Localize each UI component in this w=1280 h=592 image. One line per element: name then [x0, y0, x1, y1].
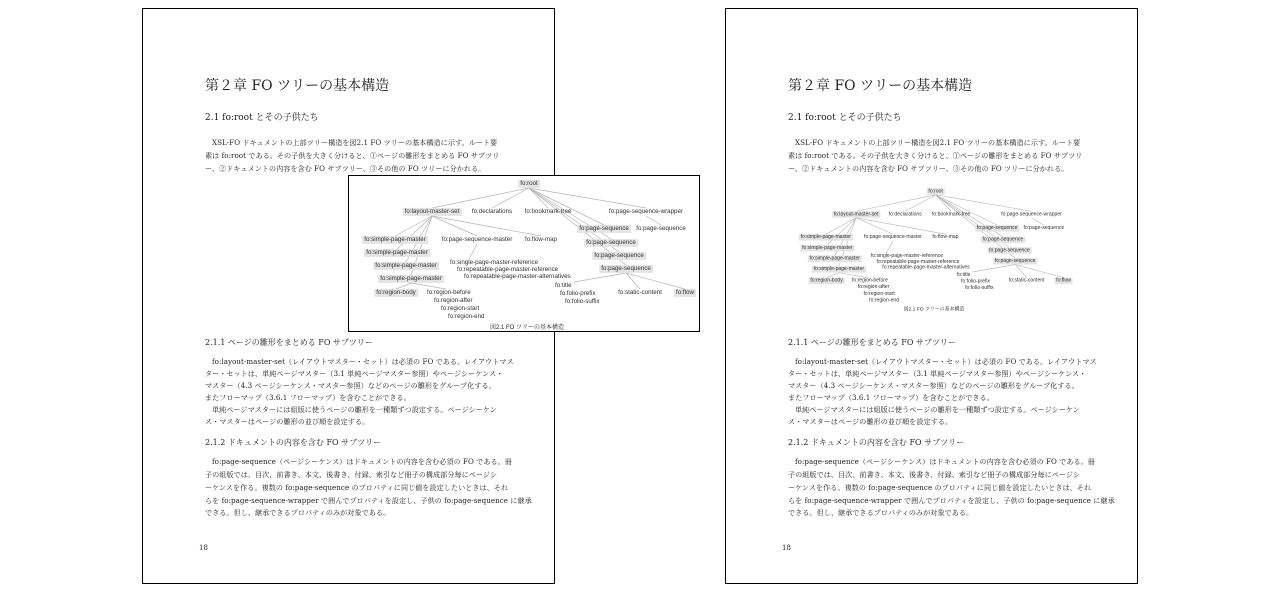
tree-node: fo:root: [928, 188, 943, 194]
tree-node: fo:flow: [1056, 277, 1071, 284]
tree-node: fo:single-page-master-reference: [450, 258, 539, 266]
tree-node: fo:simple-page-master: [375, 261, 437, 269]
tree-node: fo:region-end: [869, 297, 900, 303]
tree-edge: [1015, 265, 1063, 278]
paragraph-line: XSL-FO ドキュメントの上部ツリー構造を図2.1 FO ツリーの基本構造に示す。ルート要: [795, 138, 1081, 147]
paragraph-line: ー、②ドキュメントの内容を含む FO サブツリー、③その他の FO ツリーに分かれる。: [788, 164, 1069, 173]
tree-node: fo:repeatable-page-master-reference: [457, 265, 559, 273]
tree-edge: [529, 188, 646, 208]
tree-edge: [905, 195, 935, 211]
tree-edge: [529, 188, 604, 225]
paragraph-line: マスター（4.3 ページシーケンス・マスター参照）などのページの雛形をグループ化する。: [788, 381, 1079, 390]
tree-node: fo:title: [956, 271, 971, 278]
paragraph-line: ーケンスを作る。複数の fo:page-sequence のプロパティに同じ値を設定したいときは、それ: [205, 483, 509, 492]
tree-node: fo:page-sequence: [976, 225, 1018, 231]
tree-node: fo:layout-master-set: [833, 211, 879, 217]
paragraph-line: fo:page-sequence（ページシーケンス）はドキュメントの内容を含む必須の FO である。冊: [795, 457, 1095, 466]
page-number: 18: [199, 544, 208, 552]
tree-node: fo:folio-prefix: [560, 289, 596, 297]
section-heading-2-1-1: 2.1.1 ページの雛形をまとめる FO サブツリー: [205, 338, 373, 347]
tree-node: fo:repeatable-page-master-alternatives: [464, 272, 571, 280]
tree-node: fo:page-sequence-wrapper: [1001, 211, 1062, 217]
paragraph-line: らを fo:page-sequence-wrapper で囲んでプロパティを設定し、子供の fo:page-sequence に継承: [788, 496, 1115, 505]
paragraph-line: ター・セットは、単純ページマスター（3.1 単純ページマスター参照）やページシーケンス・: [788, 369, 1087, 378]
paragraph-line: またフローマップ（3.6.1 フローマップ）を含むことができる。: [205, 393, 411, 402]
tree-node: fo:page-sequence-master: [441, 235, 513, 243]
tree-node: fo:declarations: [471, 207, 513, 215]
tree-node: fo:layout-master-set: [404, 207, 460, 215]
tree-edge: [626, 273, 685, 289]
tree-node: fo:region-after: [857, 284, 890, 290]
tree-edge: [432, 216, 541, 236]
paragraph-line: またフローマップ（3.6.1 フローマップ）を含むことができる。: [788, 393, 994, 402]
tree-edge: [936, 195, 998, 225]
paragraph-line: 素は fo:root である。その子供を大きく分けると、①ページの雛形をまとめる FO サブツリ: [788, 151, 1083, 160]
paragraph-line: 子の組版では、目次、前書き、本文、後書き、付録、索引など冊子の構成部分毎にページシ: [788, 470, 1081, 479]
tree-node: fo:region-end: [448, 312, 485, 320]
tree-edge: [936, 195, 1032, 211]
tree-node: fo:simple-page-master: [802, 244, 853, 251]
paragraph-line: できる。但し、継承できるプロパティのみが対象である。: [205, 508, 391, 517]
section-heading-2-1: 2.1 fo:root とその子供たち: [788, 113, 902, 123]
tree-node: fo:region-before: [427, 288, 471, 296]
page-number: 18: [782, 544, 791, 552]
figure-caption: 図2.1 FO ツリーの基本構造: [903, 307, 965, 313]
tree-edge: [886, 241, 893, 253]
tree-node: fo:page-sequence: [994, 257, 1036, 264]
tree-node: fo:page-sequence: [636, 224, 686, 232]
tree-node: fo:bookmark-tree: [931, 211, 971, 217]
tree-edge: [856, 218, 945, 234]
chapter-title: 第２章 FO ツリーの基本構造: [788, 78, 973, 94]
tree-node: fo:page-sequence: [601, 264, 651, 272]
tree-node: fo:bookmark-tree: [524, 207, 572, 215]
tree-edge: [973, 265, 1016, 272]
tree-node: fo:simple-page-master: [809, 255, 860, 262]
tree-figure: [788, 185, 1077, 314]
tree-node: fo:region-body: [376, 288, 416, 296]
tree-node: fo:page-sequence: [579, 224, 629, 232]
tree-node: fo:simple-page-master: [380, 274, 442, 282]
tree-node: fo:flow-map: [932, 234, 959, 240]
paragraph-line: できる。但し、継承できるプロパティのみが対象である。: [788, 508, 974, 517]
section-heading-2-1-1: 2.1.1 ページの雛形をまとめる FO サブツリー: [788, 338, 956, 347]
tree-edge: [626, 273, 640, 289]
tree-node: fo:flow-map: [525, 235, 557, 243]
tree-edge: [492, 188, 529, 208]
tree-node: fo:repeatable-page-master-alternatives: [882, 264, 970, 271]
section-heading-2-1-2: 2.1.2 ドキュメントの内容を含む FO サブツリー: [205, 438, 382, 447]
paragraph-line: 素は fo:root である。その子供を大きく分けると、①ページの雛形をまとめる FO サブツリ: [205, 151, 500, 160]
tree-node: fo:root: [520, 179, 538, 187]
floating-figure-popup[interactable]: [348, 175, 700, 332]
tree-node: fo:declarations: [888, 211, 922, 217]
paragraph-line: fo:page-sequence（ページシーケンス）はドキュメントの内容を含む必須の FO である。冊: [212, 457, 512, 466]
tree-node: fo:page-sequence: [586, 238, 636, 246]
tree-edge: [432, 216, 477, 236]
tree-node: fo:page-sequence: [989, 247, 1030, 253]
tree-node: fo:flow: [676, 288, 694, 296]
paragraph-line: 子の組版では、目次、前書き、本文、後書き、付録、索引など冊子の構成部分毎にページシ: [205, 470, 498, 479]
tree-node: fo:page-sequence-master: [864, 234, 922, 240]
tree-node: fo:region-start: [441, 304, 480, 312]
tree-edge: [469, 244, 477, 259]
tree-edge: [574, 273, 626, 282]
tree-node: fo:region-before: [851, 277, 888, 284]
paragraph-line: XSL-FO ドキュメントの上部ツリー構造を図2.1 FO ツリーの基本構造に示す。ルート要: [212, 138, 498, 147]
tree-node: fo:region-start: [863, 290, 895, 297]
right-page: [725, 8, 1138, 584]
paragraph-line: ーケンスを作る。複数の fo:page-sequence のプロパティに同じ値を設定したいときは、それ: [788, 483, 1092, 492]
tree-edge: [432, 188, 529, 208]
tree-node: fo:static-content: [618, 288, 662, 296]
tree-node: fo:folio-suffix: [965, 284, 994, 291]
section-heading-2-1: 2.1 fo:root とその子供たち: [205, 113, 319, 123]
tree-edge: [1015, 265, 1026, 278]
tree-node: fo:page-sequence: [1023, 225, 1065, 231]
tree-edge: [856, 195, 936, 211]
tree-node: fo:static-content: [1008, 277, 1045, 284]
paragraph-line: ー、②ドキュメントの内容を含む FO サブツリー、③その他の FO ツリーに分かれる。: [205, 164, 486, 173]
tree-node: fo:repeatable-page-master-reference: [876, 258, 960, 265]
figure-caption: 図2.1 FO ツリーの基本構造: [489, 325, 565, 331]
paragraph-line: マスター（4.3 ページシーケンス・マスター参照）などのページの雛形をグループ化する。: [205, 381, 496, 390]
paragraph-line: らを fo:page-sequence-wrapper で囲んでプロパティを設定し、子供の fo:page-sequence に継承: [205, 496, 532, 505]
paragraph-line: fo:layout-master-set（レイアウトマスター・セット）は必須の FO である。レイアウトマス: [212, 357, 514, 366]
paragraph-line: fo:layout-master-set（レイアウトマスター・セット）は必須の FO である。レイアウトマス: [795, 357, 1097, 366]
tree-edge: [856, 218, 893, 234]
tree-node: fo:simple-page-master: [800, 234, 851, 240]
tree-node: fo:simple-page-master: [364, 235, 426, 243]
tree-node: fo:page-sequence: [982, 236, 1024, 243]
tree-node: fo:title: [555, 281, 572, 289]
tree-edge: [646, 216, 661, 225]
paragraph-line: ス・マスターはページの雛形の並び順を設定する。: [788, 417, 953, 426]
paragraph-line: 単純ページマスターには組版に使うページの雛形を一種類ずつ設定する。ページシーケン: [795, 405, 1080, 414]
tree-node: fo:folio-prefix: [961, 278, 991, 285]
tree-node: fo:region-body: [810, 277, 843, 284]
tree-node: fo:single-page-master-reference: [870, 252, 944, 259]
tree-node: fo:simple-page-master: [813, 266, 865, 272]
tree-node: fo:folio-suffix: [565, 297, 600, 305]
paragraph-line: 単純ページマスターには組版に使うページの雛形を一種類ずつ設定する。ページシーケン: [212, 405, 497, 414]
paragraph-line: ター・セットは、単純ページマスター（3.1 単純ページマスター参照）やページシーケンス・: [205, 369, 504, 378]
tree-node: fo:page-sequence-wrapper: [609, 207, 683, 215]
chapter-title: 第２章 FO ツリーの基本構造: [205, 78, 390, 94]
tree-node: fo:simple-page-master: [366, 248, 428, 256]
tree-node: fo:page-sequence: [594, 251, 644, 259]
paragraph-line: ス・マスターはページの雛形の並び順を設定する。: [205, 417, 370, 426]
tree-node: fo:region-after: [434, 296, 473, 304]
section-heading-2-1-2: 2.1.2 ドキュメントの内容を含む FO サブツリー: [788, 438, 965, 447]
tree-edge: [1032, 218, 1044, 225]
